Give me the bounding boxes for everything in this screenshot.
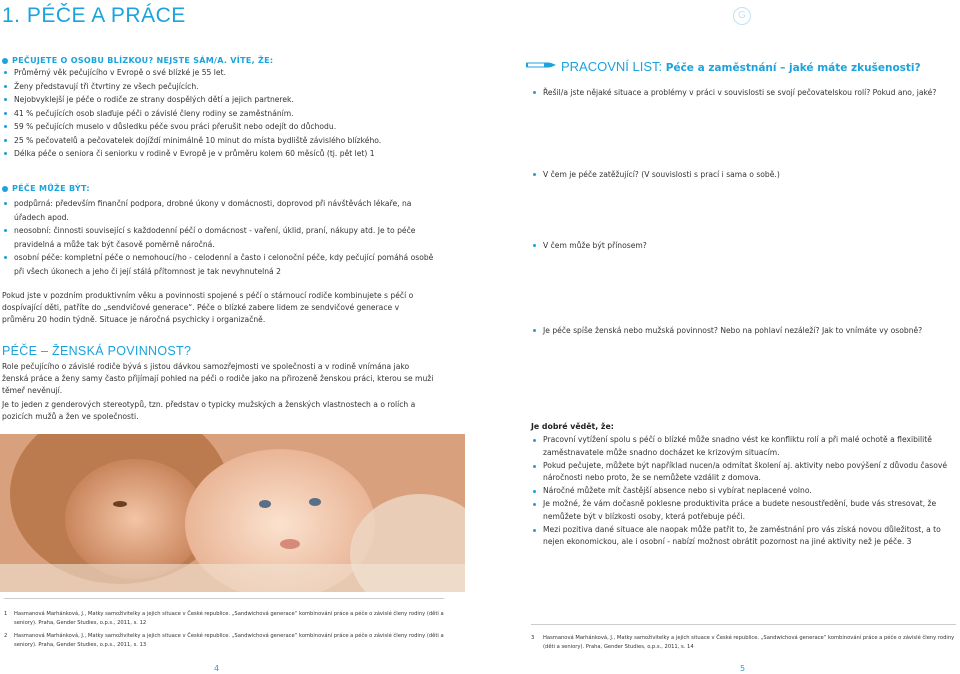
list-item: osobní péče: kompletní péče o nemohoucí/ho - celodenní a často i celonoční péče, kdy pečující pomáhá osobě při všech úkonech a jeho či její stálá přítomnost je tak nevyhnutelná 2: [2, 251, 434, 278]
list-item: 59 % pečujících muselo v důsledku péče svou práci přerušit nebo odejít do důchodu.: [2, 120, 442, 134]
page-number: 4: [214, 664, 220, 673]
good-to-know-heading: Je dobré vědět, že:: [531, 422, 614, 431]
paragraph: Je to jeden z genderových stereotypů, tzn. představ o typicky mužských a ženských vlastnostech a o rolích a pozicích mužů a žen ve společnosti.: [2, 400, 416, 421]
question-item: V čem může být přínosem?: [531, 239, 956, 253]
footnote: 2 Hasmanová Marhánková, J., Matky samoživitelky a jejich situace v České republice. „Sandwichová generace“ kombinování práce a péče o závislé členy rodiny (děti a seniory). Praha, Gender Studies, o.p.s., 2011, s. 13: [4, 633, 444, 648]
worksheet-label: PRACOVNÍ LIST:: [561, 59, 663, 74]
list-item: Mezi pozitiva dané situace ale naopak může patřit to, že zaměstnání pro vás získá novou důležitost, a to nejen ekonomickou, ale i osobní - nabízí možnost obrátit pozornost na jiné aktivity než je péče. 3: [531, 524, 959, 550]
page-number: 5: [740, 664, 746, 673]
g-logo-icon: G: [733, 7, 751, 25]
bullet-circle-icon: [2, 58, 8, 64]
section-care-types: [2, 184, 434, 278]
question-item: Řešil/a jste nějaké situace a problémy v práci v souvislosti se svojí pečovatelskou rolí? Pokud ano, jaké?: [531, 86, 956, 100]
footnotes-right: [531, 624, 956, 651]
list-item: Pokud pečujete, můžete být například nucen/a odmítat školení aj. aktivity nebo povýšení z důvodu časové náročnosti nebo proto, že se nemůžete vzdálit z domova.: [531, 460, 959, 486]
list-item: Je možné, že vám dočasně poklesne produktivita práce a budete nesoustředění, bude vás stresovat, že nemůžete být v blízkosti osoby, která potřebuje péči.: [531, 498, 959, 524]
footnotes-left: [4, 598, 444, 649]
question-list: [531, 86, 956, 100]
list-item: neosobní: činnosti související s každodenní péčí o domácnost - vaření, úklid, praní, nákupy atd. Je to péče pravidelná a může tak být časově poměrně náročná.: [2, 224, 434, 251]
section-care-types-heading: PÉČE MŮŽE BÝT:: [12, 184, 90, 193]
question-item: Je péče spíše ženská nebo mužská povinnost? Nebo na pohlaví nezáleží? Jak to vnímáte vy osobně?: [531, 324, 960, 338]
footnote: 1 Hasmanová Marhánková, J., Matky samoživitelky a jejich situace v České republice. „Sandwichová generace“ kombinování práce a péče o závislé členy rodiny (děti a seniory). Praha, Gender Studies, o.p.s., 2011, s. 12: [4, 611, 444, 626]
list-item: podpůrná: především finanční podpora, drobné úkony v domácnosti, doprovod při návštěvách lékaře, na úřadech apod.: [2, 197, 434, 224]
section-facts-heading: PEČUJETE O OSOBU BLÍZKOU? NEJSTE SÁM/A. VÍTE, ŽE:: [12, 56, 274, 65]
list-item: Nejobvyklejší je péče o rodiče ze strany dospělých dětí a jejich partnerek.: [2, 93, 442, 107]
footnote: 3 Hasmanová Marhánková, J., Matky samoživitelky a jejich situace v České republice. „Sandwichová generace“ kombinování práce a péče o závislé členy rodiny (děti a seniory). Praha, Gender Studies, o.p.s., 2011, s. 14: [531, 635, 955, 650]
list-item: 41 % pečujících osob slaďuje péči o závislé členy rodiny se zaměstnáním.: [2, 107, 442, 121]
list-item: Průměrný věk pečujícího v Evropě o své blízké je 55 let.: [2, 66, 442, 80]
worksheet-subject: Péče a zaměstnání – jaké máte zkušenosti?: [665, 62, 921, 74]
photo-illustration: [0, 434, 465, 592]
intro-paragraph: Pokud jste v pozdním produktivním věku a povinnosti spojené s péčí o stárnoucí rodiče kombinujete s péčí o dospívající děti, patříte do „sendvičové generace“. Péče o blízké zabere lidem ze sendvičové generace v průměru 20 hodin týdně. Situace je náročná psychicky i organizačně.: [2, 291, 414, 324]
list-item: Délka péče o seniora či seniorku v rodině v Evropě je v průměru kolem 60 měsíců (tj. pět let) 1: [2, 147, 442, 161]
page-title: 1. PÉČE A PRÁCE: [2, 4, 186, 27]
section-heading: PÉČE – ŽENSKÁ POVINNOST?: [2, 344, 192, 358]
paragraph: Role pečujícího o závislé rodiče bývá s jistou dávkou samozřejmosti ve společnosti a v rodině vnímána jako ženská práce a ženy samy často přijímají pohled na péči o rodiče jako na přirozeně ženskou práci, kterou se muži těmeř nevěnují.: [2, 362, 434, 395]
list-item: Pracovní vytížení spolu s péčí o blízké může snadno vést ke konfliktu rolí a při malé ochotě a flexibilitě zaměstnavatele může snadno docházet ke krizovým situacím.: [531, 434, 959, 460]
list-item: 25 % pečovatelů a pečovatelek dojíždí minimálně 10 minut do místa bydliště závislého blízkého.: [2, 134, 442, 148]
list-item: Náročné můžete mít častější absence nebo si vybírat neplacené volno.: [531, 485, 959, 498]
bullet-circle-icon: [2, 186, 8, 192]
good-to-know: [531, 422, 959, 549]
question-item: V čem je péče zatěžující? (V souvislosti s prací i sama o sobě.): [531, 168, 956, 182]
section-facts: [2, 56, 442, 161]
list-item: Ženy představují tři čtvrtiny ze všech pečujících.: [2, 80, 442, 94]
worksheet-title: [561, 59, 960, 74]
mother-baby-photo: [0, 434, 465, 592]
pen-icon: [526, 62, 556, 68]
